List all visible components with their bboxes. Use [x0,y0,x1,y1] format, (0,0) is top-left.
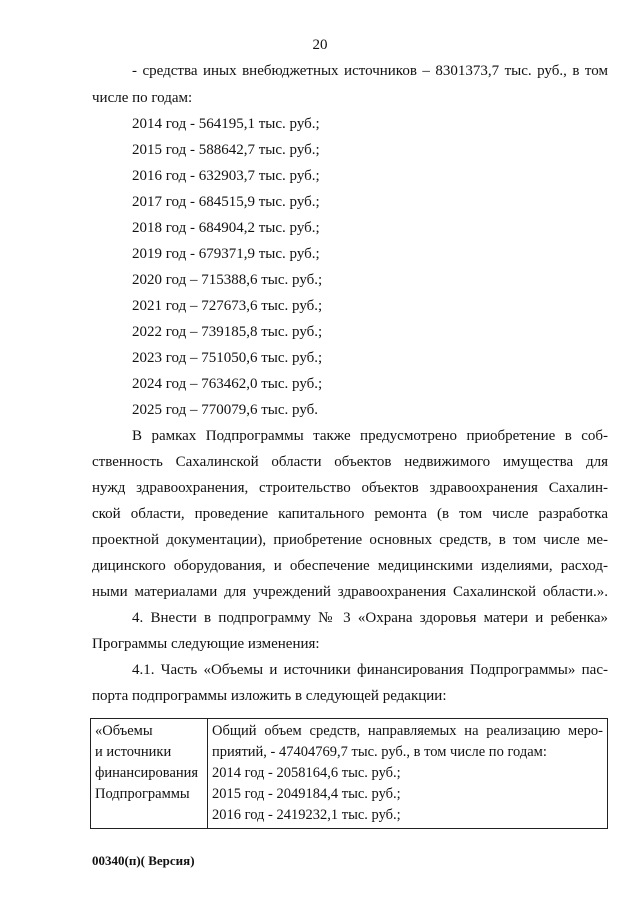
paragraph-line: ственность Сахалинской области объектов недвижимого имущества для [92,454,608,470]
year-item: 2015 год - 588642,7 тыс. руб.; [132,142,320,158]
table-label-cell [91,719,208,829]
paragraph-line: дицинского оборудования, и обеспечение медицинскими изделиями, расход- [92,558,608,574]
item-4-1-line: 4.1. Часть «Объемы и источники финансирования Подпрограммы» пас- [132,662,608,678]
table-row [91,719,608,829]
item-4-line: Программы следующие изменения: [92,636,320,652]
table-label-line: «Объемы [95,723,153,739]
table-label-line: и источники [95,744,172,760]
year-item: 2022 год – 739185,8 тыс. руб.; [132,324,323,340]
year-item: 2019 год - 679371,9 тыс. руб.; [132,246,320,262]
paragraph-line: нужд здравоохранения, строительство объектов здравоохранения Сахалин- [92,480,608,496]
year-item: 2016 год - 632903,7 тыс. руб.; [132,168,320,184]
paragraph-line: проектной документации), приобретение основных средств, в том числе ме- [92,532,608,548]
paragraph-line: ными материалами для учреждений здравоохранения Сахалинской области.». [92,584,608,600]
year-item: 2025 год – 770079,6 тыс. руб. [132,402,319,418]
item-4-1-line: порта подпрограммы изложить в следующей редакции: [92,688,447,704]
document-footer-code: 00340(п)( Версия) [92,853,195,868]
item-4-line: 4. Внести в подпрограмму № 3 «Охрана здоровья матери и ребенка» [132,610,608,626]
table-value-cell [208,719,608,829]
year-item: 2018 год - 684904,2 тыс. руб.; [132,220,320,236]
paragraph-line: ской области, проведение капитального ремонта (в том числе разработка [92,506,608,522]
funding-table [90,718,608,829]
table-value-line: 2015 год - 2049184,4 тыс. руб.; [212,786,401,802]
table-label-line: Подпрограммы [95,786,190,802]
paragraph-line: В рамках Подпрограммы также предусмотрено приобретение в соб- [132,428,608,444]
intro-line: - средства иных внебюджетных источников – 8301373,7 тыс. руб., в том [132,63,608,79]
page-number: 20 [312,37,328,53]
intro-line: числе по годам: [92,90,193,106]
table-value-line: приятий, - 47404769,7 тыс. руб., в том числе по годам: [212,744,547,760]
year-item: 2024 год – 763462,0 тыс. руб.; [132,376,323,392]
table-label-line: финансирования [95,765,199,781]
year-item: 2020 год – 715388,6 тыс. руб.; [132,272,323,288]
year-item: 2014 год - 564195,1 тыс. руб.; [132,116,320,132]
year-item: 2021 год – 727673,6 тыс. руб.; [132,298,323,314]
table-value-line: Общий объем средств, направляемых на реализацию меро- [212,723,603,739]
table-value-line: 2016 год - 2419232,1 тыс. руб.; [212,807,401,823]
year-item: 2017 год - 684515,9 тыс. руб.; [132,194,320,210]
table-value-line: 2014 год - 2058164,6 тыс. руб.; [212,765,401,781]
year-item: 2023 год – 751050,6 тыс. руб.; [132,350,323,366]
